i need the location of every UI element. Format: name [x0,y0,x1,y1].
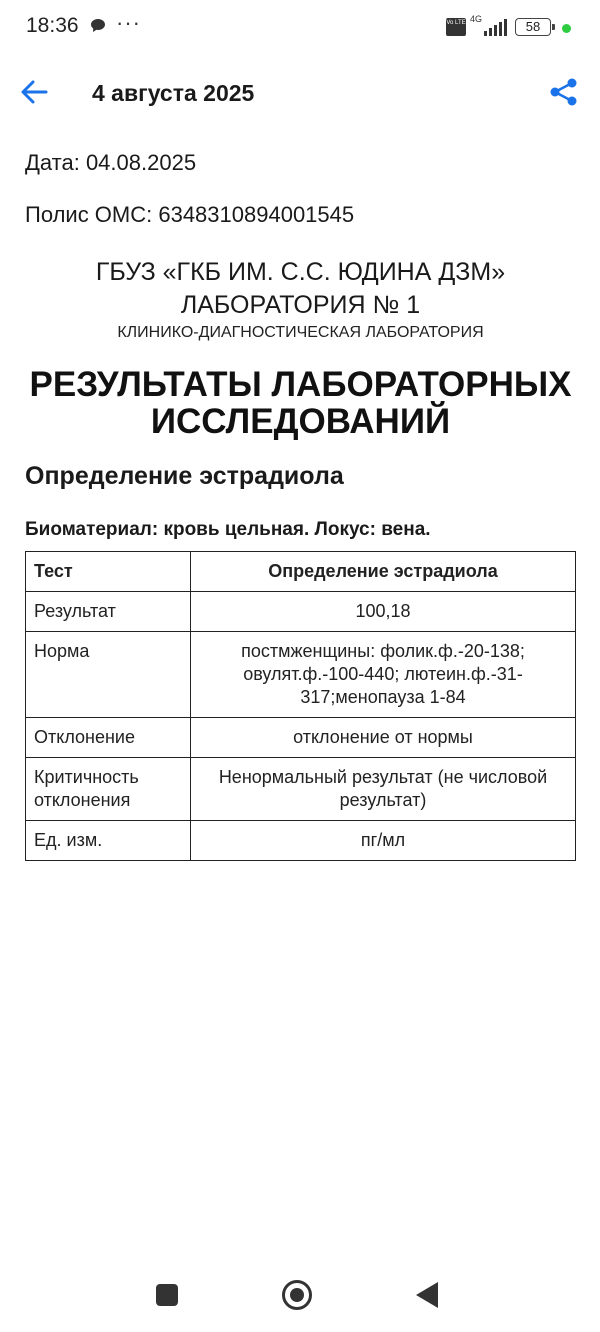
back-arrow-icon[interactable] [18,76,50,108]
row-label-deviation: Отклонение [26,718,191,758]
laboratory-name: ЛАБОРАТОРИЯ № 1 [180,291,421,319]
table-header-row [26,552,576,592]
recent-apps-icon[interactable] [156,1284,178,1306]
home-icon[interactable] [282,1280,312,1310]
biomaterial-line: Биоматериал: кровь цельная. Локус: вена. [25,519,431,540]
results-table [25,551,576,861]
row-value-deviation: отклонение от нормы [191,718,576,758]
volte-icon: Vo LTE [446,18,466,36]
table-row [26,632,576,718]
table-row [26,718,576,758]
table-row [26,592,576,632]
app-bar [0,60,600,130]
insurance-policy-number: Полис ОМС: 6348310894001545 [25,202,355,227]
table-header-value: Определение эстрадиола [191,552,576,592]
share-icon[interactable] [548,76,580,108]
privacy-indicator-dot [562,24,571,33]
battery-icon: 58 [515,18,551,36]
table-row [26,821,576,861]
row-value-criticality: Ненормальный результат (не числовой результат) [191,758,576,821]
row-value-units: пг/мл [191,821,576,861]
network-type-label: 4G [470,14,483,24]
organization-header [25,256,576,344]
test-heading: Определение эстрадиола [25,462,344,490]
report-title: РЕЗУЛЬТАТЫ ЛАБОРАТОРНЫХ ИССЛЕДОВАНИЙ [29,365,572,441]
row-label-units: Ед. изм. [26,821,191,861]
table-header-key: Тест [26,552,191,592]
signal-strength-icon [478,18,508,36]
message-bubble-icon [90,18,106,33]
row-value-result: 100,18 [191,592,576,632]
more-notifications-icon: ··· [116,10,141,35]
row-label-result: Результат [26,592,191,632]
row-value-norm: постмженщины: фолик.ф.-20-138; овулят.ф.-100-440; лютеин.ф.-31-317;менопауза 1-84 [191,632,576,718]
row-label-norm: Норма [26,632,191,718]
status-time: 18:36 [26,14,79,37]
organization-name: ГБУЗ «ГКБ ИМ. С.С. ЮДИНА ДЗМ» [95,258,506,286]
table-row [26,758,576,821]
system-back-icon[interactable] [416,1282,438,1308]
row-label-criticality: Критичность отклонения [26,758,191,821]
status-bar [0,0,600,56]
report-date: Дата: 04.08.2025 [25,150,197,175]
system-navigation-bar [0,1266,600,1326]
page-title: 4 августа 2025 [92,80,255,106]
laboratory-subtitle: КЛИНИКО-ДИАГНОСТИЧЕСКАЯ ЛАБОРАТОРИЯ [117,324,484,341]
